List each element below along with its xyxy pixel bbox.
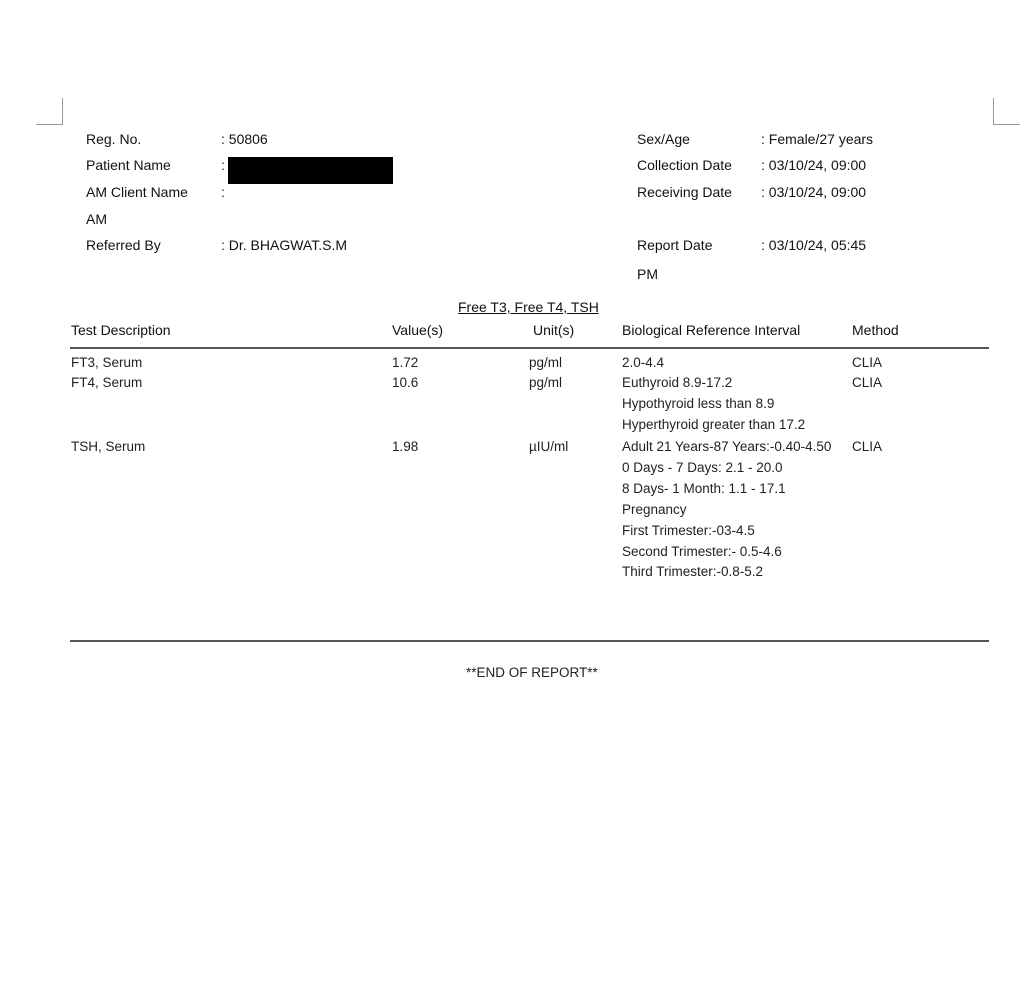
tsh-method: CLIA: [852, 439, 883, 454]
ft4-method: CLIA: [852, 375, 883, 390]
ft3-value: 1.72: [392, 355, 419, 370]
sex-age-value: : Female/27 years: [761, 131, 874, 147]
tsh-ref-line-2: 0 Days - 7 Days: 2.1 - 20.0: [622, 460, 783, 475]
tsh-ref-line-6: Second Trimester:- 0.5-4.6: [622, 544, 782, 559]
ft4-ref-line-1: Euthyroid 8.9-17.2: [622, 375, 733, 390]
col-test-description: Test Description: [71, 322, 171, 338]
table-bottom-rule: [70, 640, 989, 642]
tsh-unit: µIU/ml: [529, 439, 569, 454]
ft4-test: FT4, Serum: [71, 375, 143, 390]
end-of-report: **END OF REPORT**: [466, 665, 598, 680]
col-method: Method: [852, 322, 899, 338]
ft3-ref: 2.0-4.4: [622, 355, 665, 370]
ft3-method: CLIA: [852, 355, 883, 370]
redacted-patient-name: [228, 157, 393, 184]
reg-no-label: Reg. No.: [86, 131, 142, 147]
ft4-ref-line-3: Hyperthyroid greater than 17.2: [622, 417, 806, 432]
ft3-test: FT3, Serum: [71, 355, 143, 370]
tsh-ref-line-4: Pregnancy: [622, 502, 687, 517]
ft4-value: 10.6: [392, 375, 419, 390]
tsh-ref-line-3: 8 Days- 1 Month: 1.1 - 17.1: [622, 481, 786, 496]
collection-date-label: Collection Date: [637, 157, 732, 173]
collection-date-value: : 03/10/24, 09:00: [761, 157, 867, 173]
referred-by-value: : Dr. BHAGWAT.S.M: [221, 237, 348, 253]
receiving-date-value: : 03/10/24, 09:00: [761, 184, 867, 200]
patient-name-label: Patient Name: [86, 157, 171, 173]
tsh-ref-line-5: First Trimester:-03-4.5: [622, 523, 755, 538]
am-client-name-label: AM Client Name: [86, 184, 188, 200]
tsh-test: TSH, Serum: [71, 439, 146, 454]
am-label: AM: [86, 211, 107, 227]
report-date-label: Report Date: [637, 237, 713, 253]
ft4-unit: pg/ml: [529, 375, 563, 390]
tsh-value: 1.98: [392, 439, 419, 454]
report-time-pm: PM: [637, 266, 658, 282]
reg-no-value: : 50806: [221, 131, 268, 147]
col-reference-interval: Biological Reference Interval: [622, 322, 801, 338]
crop-mark-left: [36, 98, 63, 125]
crop-mark-right: [993, 98, 1020, 125]
col-units: Unit(s): [533, 322, 575, 338]
referred-by-label: Referred By: [86, 237, 161, 253]
header-divider: [70, 347, 989, 349]
sex-age-label: Sex/Age: [637, 131, 690, 147]
receiving-date-label: Receiving Date: [637, 184, 732, 200]
patient-name-value: :: [221, 157, 225, 173]
am-client-name-value: :: [221, 184, 225, 200]
ft3-unit: pg/ml: [529, 355, 563, 370]
col-values: Value(s): [392, 322, 444, 338]
report-date-value: : 03/10/24, 05:45: [761, 237, 867, 253]
tsh-ref-line-7: Third Trimester:-0.8-5.2: [622, 564, 764, 579]
report-title: Free T3, Free T4, TSH: [458, 299, 599, 315]
ft4-ref-line-2: Hypothyroid less than 8.9: [622, 396, 775, 411]
tsh-ref-line-1: Adult 21 Years-87 Years:-0.40-4.50: [622, 439, 832, 454]
